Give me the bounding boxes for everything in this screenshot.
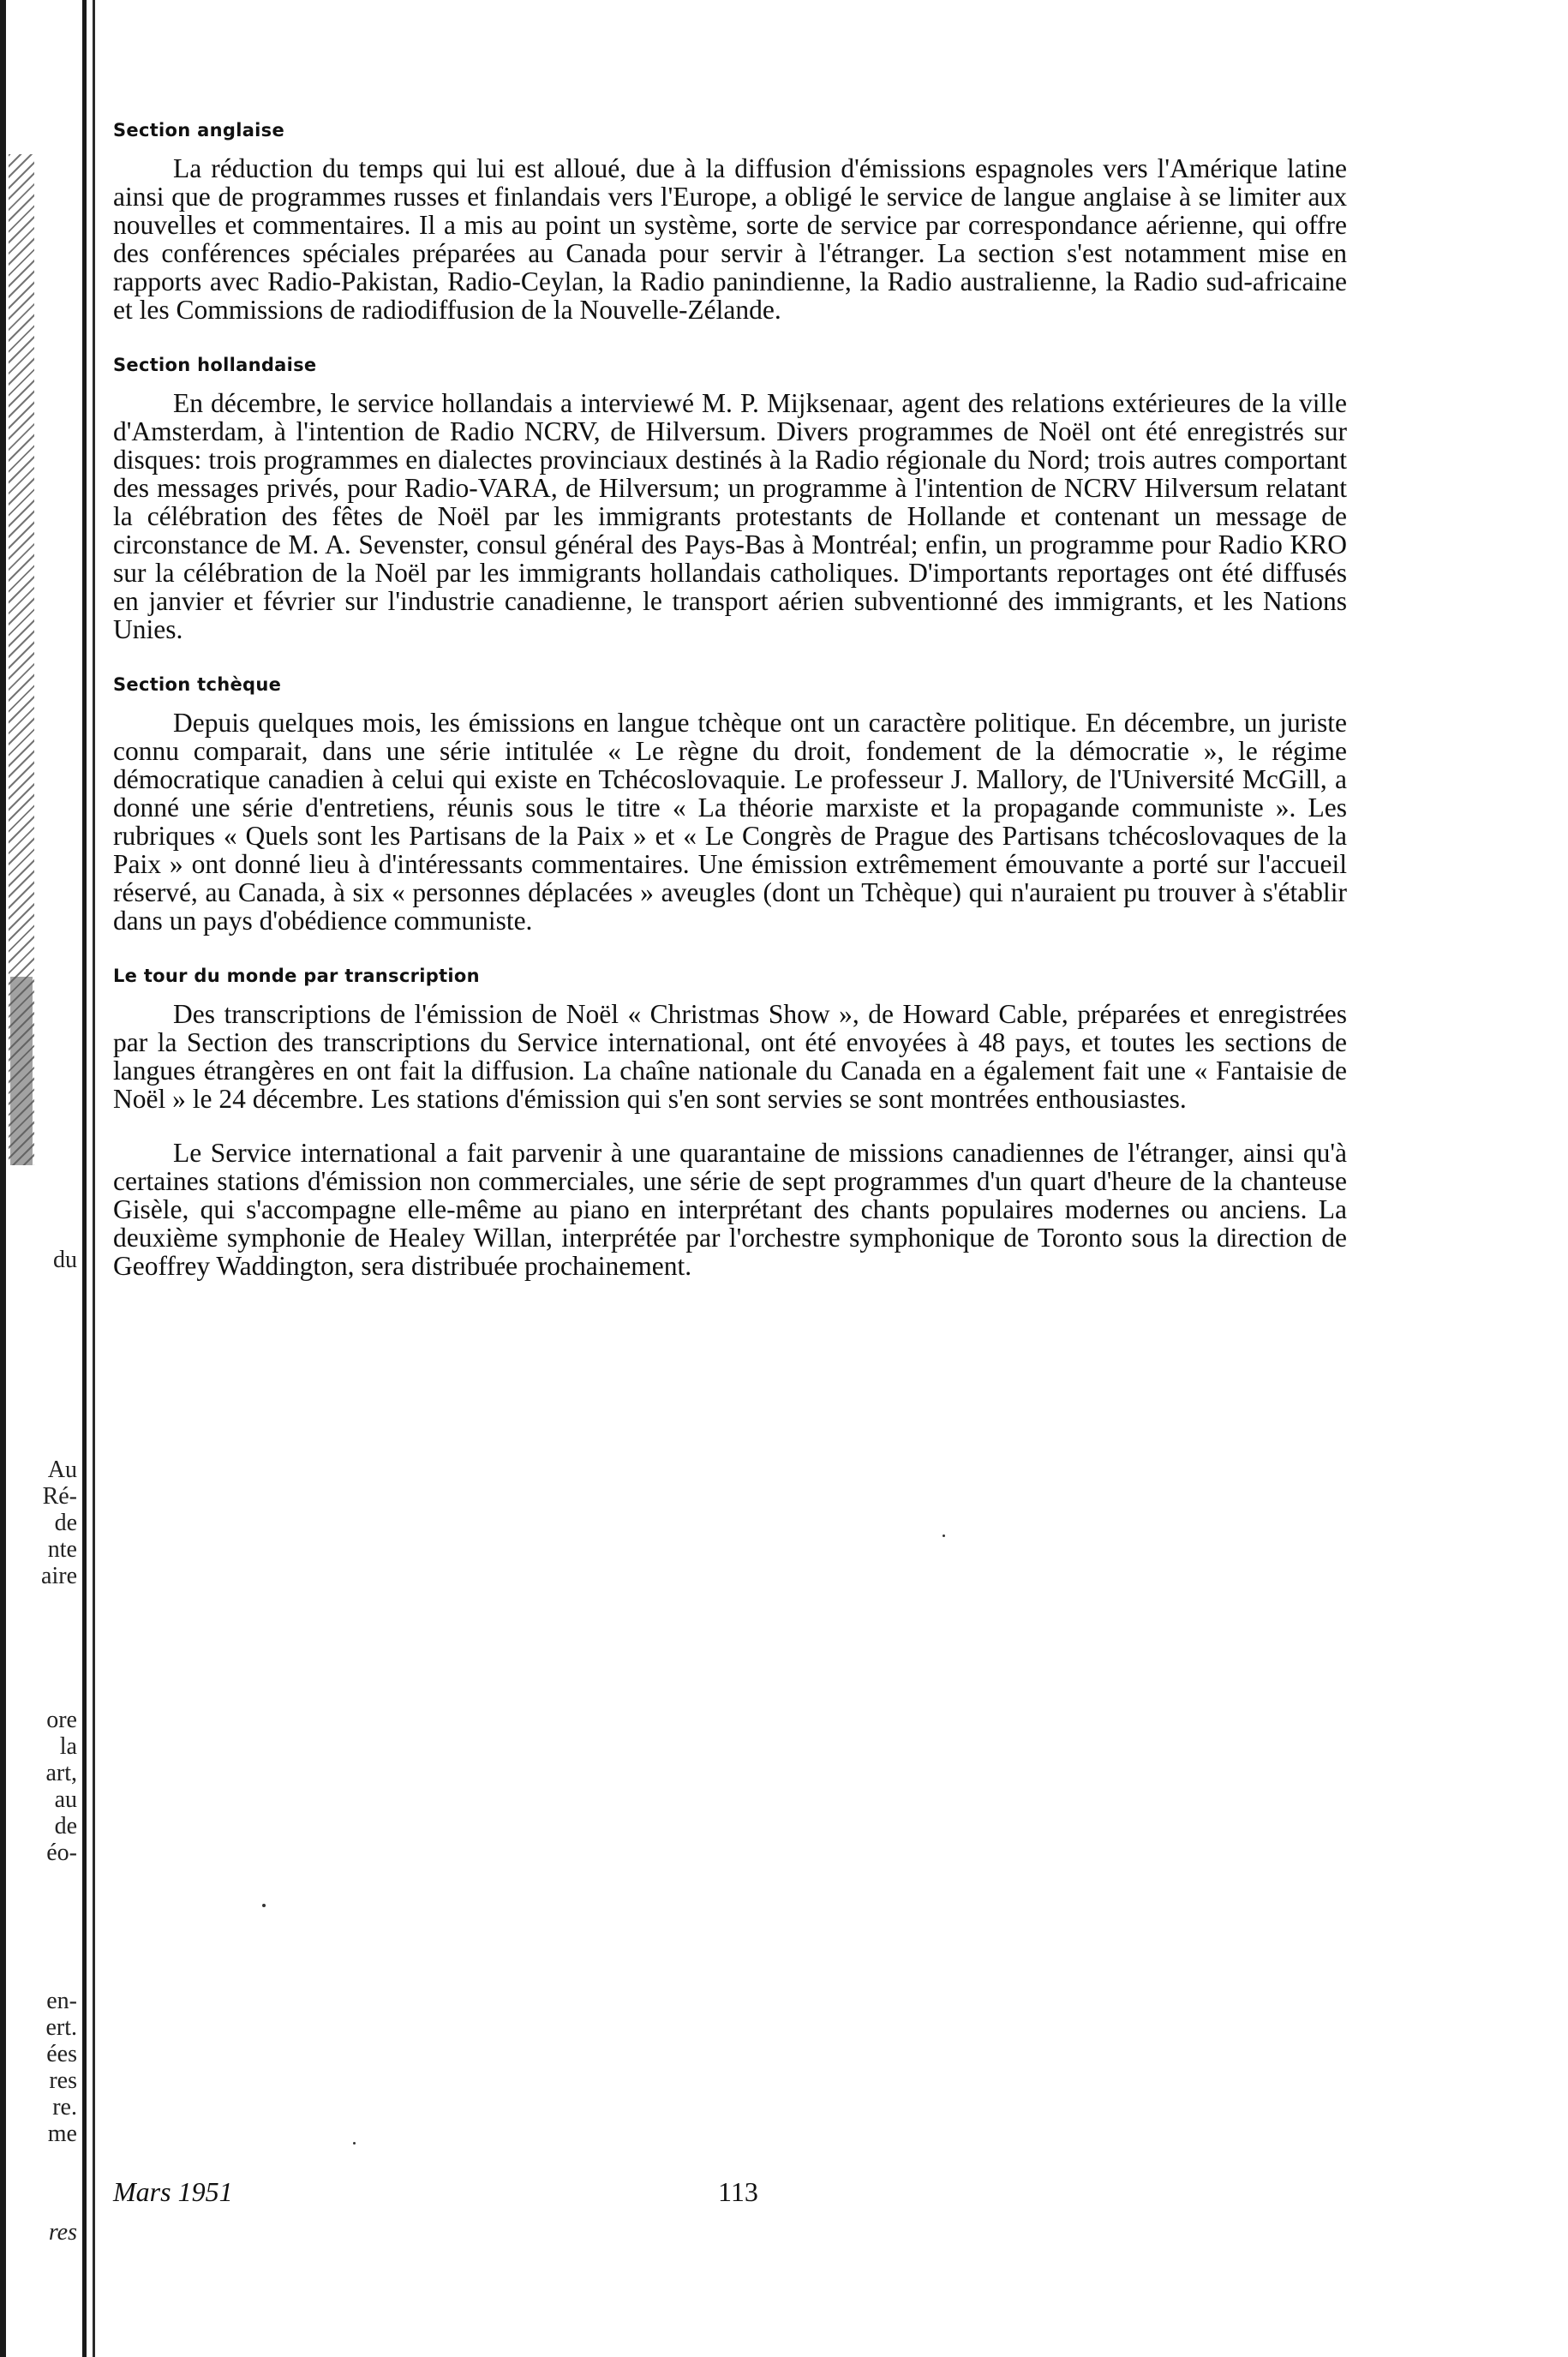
section-hollandaise	[113, 355, 1347, 643]
page-margin-rule-inner	[93, 0, 95, 2357]
article-body	[113, 120, 1347, 1311]
fragment-word: au	[54, 1786, 77, 1813]
fragment-word: re.	[52, 2094, 77, 2121]
fragment-word: aire	[41, 1563, 77, 1589]
fragment-word: ert.	[45, 2014, 77, 2041]
section-heading: Section tchèque	[113, 674, 282, 695]
fragment-word: ore	[46, 1707, 77, 1733]
section-tcheque	[113, 674, 1347, 935]
paragraph: Le Service international a fait parvenir à une quarantaine de missions canadiennes de l'étranger, ainsi qu'à certaines stations d'émission non commerciales, une série de sept programmes d'un quart d'heure de la chanteuse Gisèle, qui s'accompagne elle-même au piano en interprétant des chants populaires modernes ou anciens. La deuxième symphonie de Healey Willan, interprétée par l'orchestre symphonique de Toronto sous la direction de Geoffrey Waddington, sera distribuée prochainement.	[113, 1138, 1347, 1281]
page-footer	[113, 2176, 1347, 2210]
section-anglaise	[113, 120, 1347, 324]
section-heading: Section anglaise	[113, 120, 285, 141]
section-heading: Section hollandaise	[113, 355, 317, 375]
fragment-word: de	[54, 1813, 77, 1840]
fragment-word: art,	[45, 1760, 77, 1786]
fragment-word: éo-	[46, 1840, 77, 1866]
adjacent-page-fragment	[9, 1247, 77, 1273]
print-speck	[353, 2142, 356, 2145]
paragraph: Depuis quelques mois, les émissions en langue tchèque ont un caractère politique. En décembre, un juriste connu comparait, dans une série intitulée « Le règne du droit, fondement de la démocratie », le régime démocratique canadien à celui qui existe en Tchécoslovaquie. Le professeur J. Mallory, de l'Université McGill, a donné une série d'entretiens, réunis sous le titre « La théorie marxiste et la propagande communiste ». Les rubriques « Quels sont les Partisans de la Paix » et « Le Congrès de Prague des Partisans tchécoslovaques de la Paix » ont donné lieu à d'intéressants commentaires. Une émission extrêmement émouvante a porté sur l'accueil réservé, au Canada, à six « personnes déplacées » aveugles (dont un Tchèque) qui n'auraient pu trouver à s'établir dans un pays d'obédience communiste.	[113, 708, 1347, 936]
fragment-word: de	[54, 1510, 77, 1536]
fragment-word: en-	[46, 1988, 77, 2014]
adjacent-page-fragment	[9, 1988, 77, 2147]
section-tour-du-monde	[113, 966, 1347, 1280]
fragment-word: la	[59, 1733, 77, 1760]
page-number: 113	[718, 2176, 758, 2207]
issue-date: Mars 1951	[113, 2176, 233, 2207]
fragment-word: ées	[46, 2041, 77, 2067]
print-speck	[943, 1534, 945, 1537]
fragment-word: me	[47, 2121, 77, 2147]
binding-edge	[0, 0, 6, 2357]
paragraph: En décembre, le service hollandais a interviewé M. P. Mijksenaar, agent des relations extérieures de la ville d'Amsterdam, à l'intention de Radio NCRV, de Hilversum. Divers programmes de Noël ont été enregistrés sur disques: trois programmes en dialectes provinciaux destinés à la Radio régionale du Nord; trois autres comportant des messages privés, pour Radio-VARA, de Hilversum; un programme à l'intention de NCRV Hilversum relatant la célébration des fêtes de Noël par les immigrants protestants de Hollande et contenant un message de circonstance de M. A. Sevenster, consul général des Pays-Bas à Montréal; enfin, un programme pour Radio KRO sur la célébration de la Noël par les immigrants hollandais catholiques. D'importants reportages ont été diffusés en janvier et février sur l'industrie canadienne, le transport aérien subventionné des immigrants, et les Nations Unies.	[113, 388, 1347, 644]
print-speck	[262, 1904, 266, 1907]
binding-shadow	[10, 977, 33, 1165]
fragment-word: Ré-	[42, 1483, 77, 1510]
fragment-word: du	[53, 1247, 77, 1273]
section-heading: Le tour du monde par transcription	[113, 966, 480, 986]
fragment-word: Au	[47, 1457, 77, 1483]
adjacent-page-fragment	[9, 1457, 77, 1589]
paragraph: La réduction du temps qui lui est alloué, due à la diffusion d'émissions espagnoles vers l'Amérique latine ainsi que de programmes russes et finlandais vers l'Europe, a obligé le service de langue anglaise à se limiter aux nouvelles et commentaires. Il a mis au point un système, sorte de service par correspondance aérienne, qui offre des conférences spéciales préparées au Canada pour servir à l'étranger. La section s'est notamment mise en rapports avec Radio-Pakistan, Radio-Ceylan, la Radio panindienne, la Radio australienne, la Radio sud-africaine et les Commissions de radiodiffusion de la Nouvelle-Zélande.	[113, 153, 1347, 325]
fragment-word: res	[48, 2219, 77, 2246]
adjacent-page-fragment	[9, 1707, 77, 1866]
fragment-word: res	[49, 2067, 77, 2094]
fragment-word: nte	[47, 1536, 77, 1563]
adjacent-page-fragment	[9, 2219, 77, 2246]
page-margin-rule	[82, 0, 87, 2357]
paragraph: Des transcriptions de l'émission de Noël « Christmas Show », de Howard Cable, préparées et enregistrées par la Section des transcriptions du Service international, ont été envoyées à 48 pays, et toutes les sections de langues étrangères en ont fait la diffusion. La chaîne nationale du Canada en a également fait une « Fantaisie de Noël » le 24 décembre. Les stations d'émission qui s'en sont servies se sont montrées enthousiastes.	[113, 999, 1347, 1114]
